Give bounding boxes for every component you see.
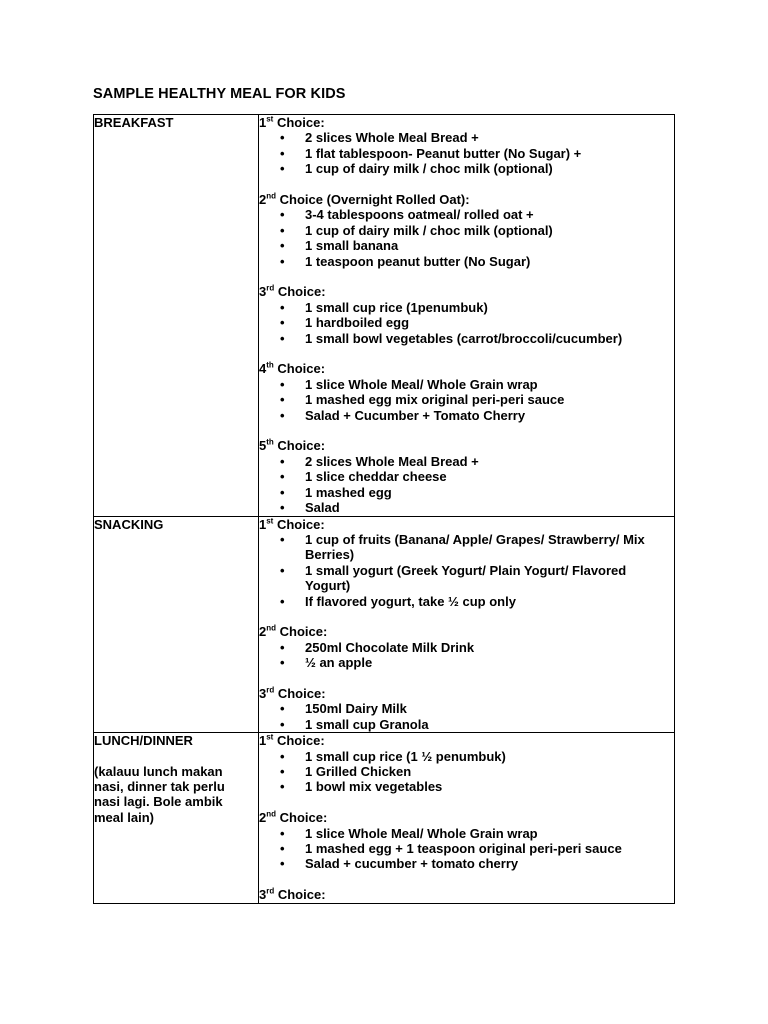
choice-ordinal-suffix: nd: [266, 624, 277, 633]
meal-choices-cell: [259, 516, 675, 733]
meal-category-label: SNACKING: [94, 516, 164, 532]
choice-label: Choice:: [274, 887, 326, 903]
choice-ordinal-suffix: rd: [266, 284, 275, 294]
food-item: • 1 small bowl vegetables (carrot/broccoli/cucumber): [259, 331, 674, 346]
choice-label: Choice:: [274, 685, 326, 701]
choice-group: [259, 517, 674, 609]
choice-number: 4: [259, 361, 267, 377]
food-item: • 1 slice Whole Meal/ Whole Grain wrap: [259, 826, 674, 841]
choice-number: 1: [259, 733, 267, 749]
choice-label: Choice:: [276, 810, 328, 826]
meal-table: [93, 114, 675, 904]
choice-number: 2: [259, 810, 267, 826]
choice-ordinal-suffix: st: [266, 516, 274, 526]
choice-number: 3: [259, 887, 267, 903]
meal-choices-cell: [259, 115, 675, 517]
choice-number: 3: [259, 685, 267, 701]
choice-group: [259, 887, 674, 902]
choice-ordinal-suffix: st: [266, 732, 274, 742]
food-item: • 3-4 tablespoons oatmeal/ rolled oat +: [259, 207, 674, 222]
choice-group: [259, 361, 674, 423]
choice-label: Choice:: [273, 516, 325, 532]
choice-label: Choice:: [273, 361, 326, 377]
choice-item-list: [259, 130, 674, 176]
choice-item-list: [259, 300, 674, 346]
meal-category-cell: [94, 733, 259, 904]
food-item: • 1 bowl mix vegetables: [259, 779, 674, 794]
choice-ordinal-suffix: nd: [266, 809, 277, 819]
choice-heading: [259, 438, 674, 453]
meal-category-label: LUNCH/DINNER: [94, 733, 193, 749]
food-item: • 1 Grilled Chicken: [259, 764, 674, 779]
choice-item-list: [259, 826, 674, 872]
choice-group: [259, 438, 674, 515]
meal-table-body: [94, 115, 675, 904]
food-item: • 1 cup of fruits (Banana/ Apple/ Grapes/ Strawberry/ Mix Berries): [259, 532, 674, 563]
food-item: • 1 cup of dairy milk / choc milk (optional): [259, 161, 674, 176]
choice-group: [259, 733, 674, 795]
food-item: • 1 flat tablespoon- Peanut butter (No Sugar) +: [259, 146, 674, 161]
document-title: SAMPLE HEALTHY MEAL FOR KIDS: [93, 86, 346, 102]
choice-group: [259, 192, 674, 269]
food-item: • 2 slices Whole Meal Bread +: [259, 130, 674, 145]
choice-group: [259, 284, 674, 346]
choice-heading: [259, 624, 674, 639]
food-item: • 1 small banana: [259, 238, 674, 253]
food-item: • Salad + cucumber + tomato cherry: [259, 856, 674, 871]
choice-heading: [259, 517, 674, 532]
choice-number: 3: [259, 284, 267, 300]
food-item: • If flavored yogurt, take ½ cup only: [259, 594, 674, 609]
food-item: • Salad: [259, 500, 674, 515]
choice-heading: [259, 192, 674, 207]
choice-heading: [259, 810, 674, 825]
food-item: • Salad + Cucumber + Tomato Cherry: [259, 408, 674, 423]
choice-ordinal-suffix: th: [266, 361, 274, 371]
food-item: • 1 small yogurt (Greek Yogurt/ Plain Yogurt/ Flavored Yogurt): [259, 563, 674, 594]
choice-item-list: [259, 701, 674, 732]
food-item: • 1 mashed egg + 1 teaspoon original peri-peri sauce: [259, 841, 674, 856]
food-item: • 1 mashed egg: [259, 485, 674, 500]
meal-row: [94, 733, 675, 904]
choice-item-list: [259, 640, 674, 671]
choice-ordinal-suffix: st: [266, 114, 274, 124]
choice-label: Choice (Overnight Rolled Oat):: [276, 192, 470, 208]
meal-choices-cell: [259, 733, 675, 904]
food-item: • 1 mashed egg mix original peri-peri sauce: [259, 392, 674, 407]
choice-number: 1: [259, 516, 267, 532]
choice-label: Choice:: [276, 624, 328, 640]
choice-group: [259, 686, 674, 732]
choice-ordinal-suffix: rd: [266, 685, 275, 695]
choice-heading: [259, 361, 674, 376]
choice-item-list: [259, 454, 674, 516]
food-item: • 1 slice cheddar cheese: [259, 469, 674, 484]
meal-category-cell: [94, 115, 259, 517]
choice-label: Choice:: [274, 284, 326, 300]
choice-heading: [259, 733, 674, 748]
choice-label: Choice:: [273, 733, 325, 749]
choice-ordinal-suffix: rd: [266, 886, 275, 896]
choice-heading: [259, 284, 674, 299]
choice-label: Choice:: [273, 115, 325, 130]
food-item: • 1 cup of dairy milk / choc milk (optional): [259, 223, 674, 238]
food-item: • 2 slices Whole Meal Bread +: [259, 454, 674, 469]
meal-category-note: (kalauu lunch makan nasi, dinner tak perlu nasi lagi. Bole ambik meal lain): [94, 763, 225, 825]
choice-number: 2: [259, 192, 267, 208]
food-item: • 1 slice Whole Meal/ Whole Grain wrap: [259, 377, 674, 392]
choice-heading: [259, 686, 674, 701]
choice-group: [259, 115, 674, 177]
meal-category-label: BREAKFAST: [94, 115, 174, 130]
choice-item-list: [259, 532, 674, 609]
choice-item-list: [259, 207, 674, 269]
food-item: • 1 teaspoon peanut butter (No Sugar): [259, 254, 674, 269]
choice-heading: [259, 115, 674, 130]
choice-heading: [259, 887, 674, 902]
food-item: • 1 small cup rice (1 ½ penumbuk): [259, 749, 674, 764]
food-item: • 150ml Dairy Milk: [259, 701, 674, 716]
food-item: • ½ an apple: [259, 655, 674, 670]
choice-group: [259, 810, 674, 872]
food-item: • 1 hardboiled egg: [259, 315, 674, 330]
choice-item-list: [259, 749, 674, 795]
food-item: • 250ml Chocolate Milk Drink: [259, 640, 674, 655]
choice-number: 2: [259, 624, 267, 640]
food-item: • 1 small cup Granola: [259, 717, 674, 732]
food-item: • 1 small cup rice (1penumbuk): [259, 300, 674, 315]
meal-category-cell: [94, 516, 259, 733]
choice-ordinal-suffix: nd: [266, 191, 277, 201]
choice-number: 5: [259, 438, 267, 454]
choice-item-list: [259, 377, 674, 423]
choice-number: 1: [259, 115, 267, 130]
choice-group: [259, 624, 674, 670]
meal-row: [94, 115, 675, 517]
choice-ordinal-suffix: th: [266, 438, 274, 448]
meal-row: [94, 516, 675, 733]
choice-label: Choice:: [273, 438, 326, 454]
